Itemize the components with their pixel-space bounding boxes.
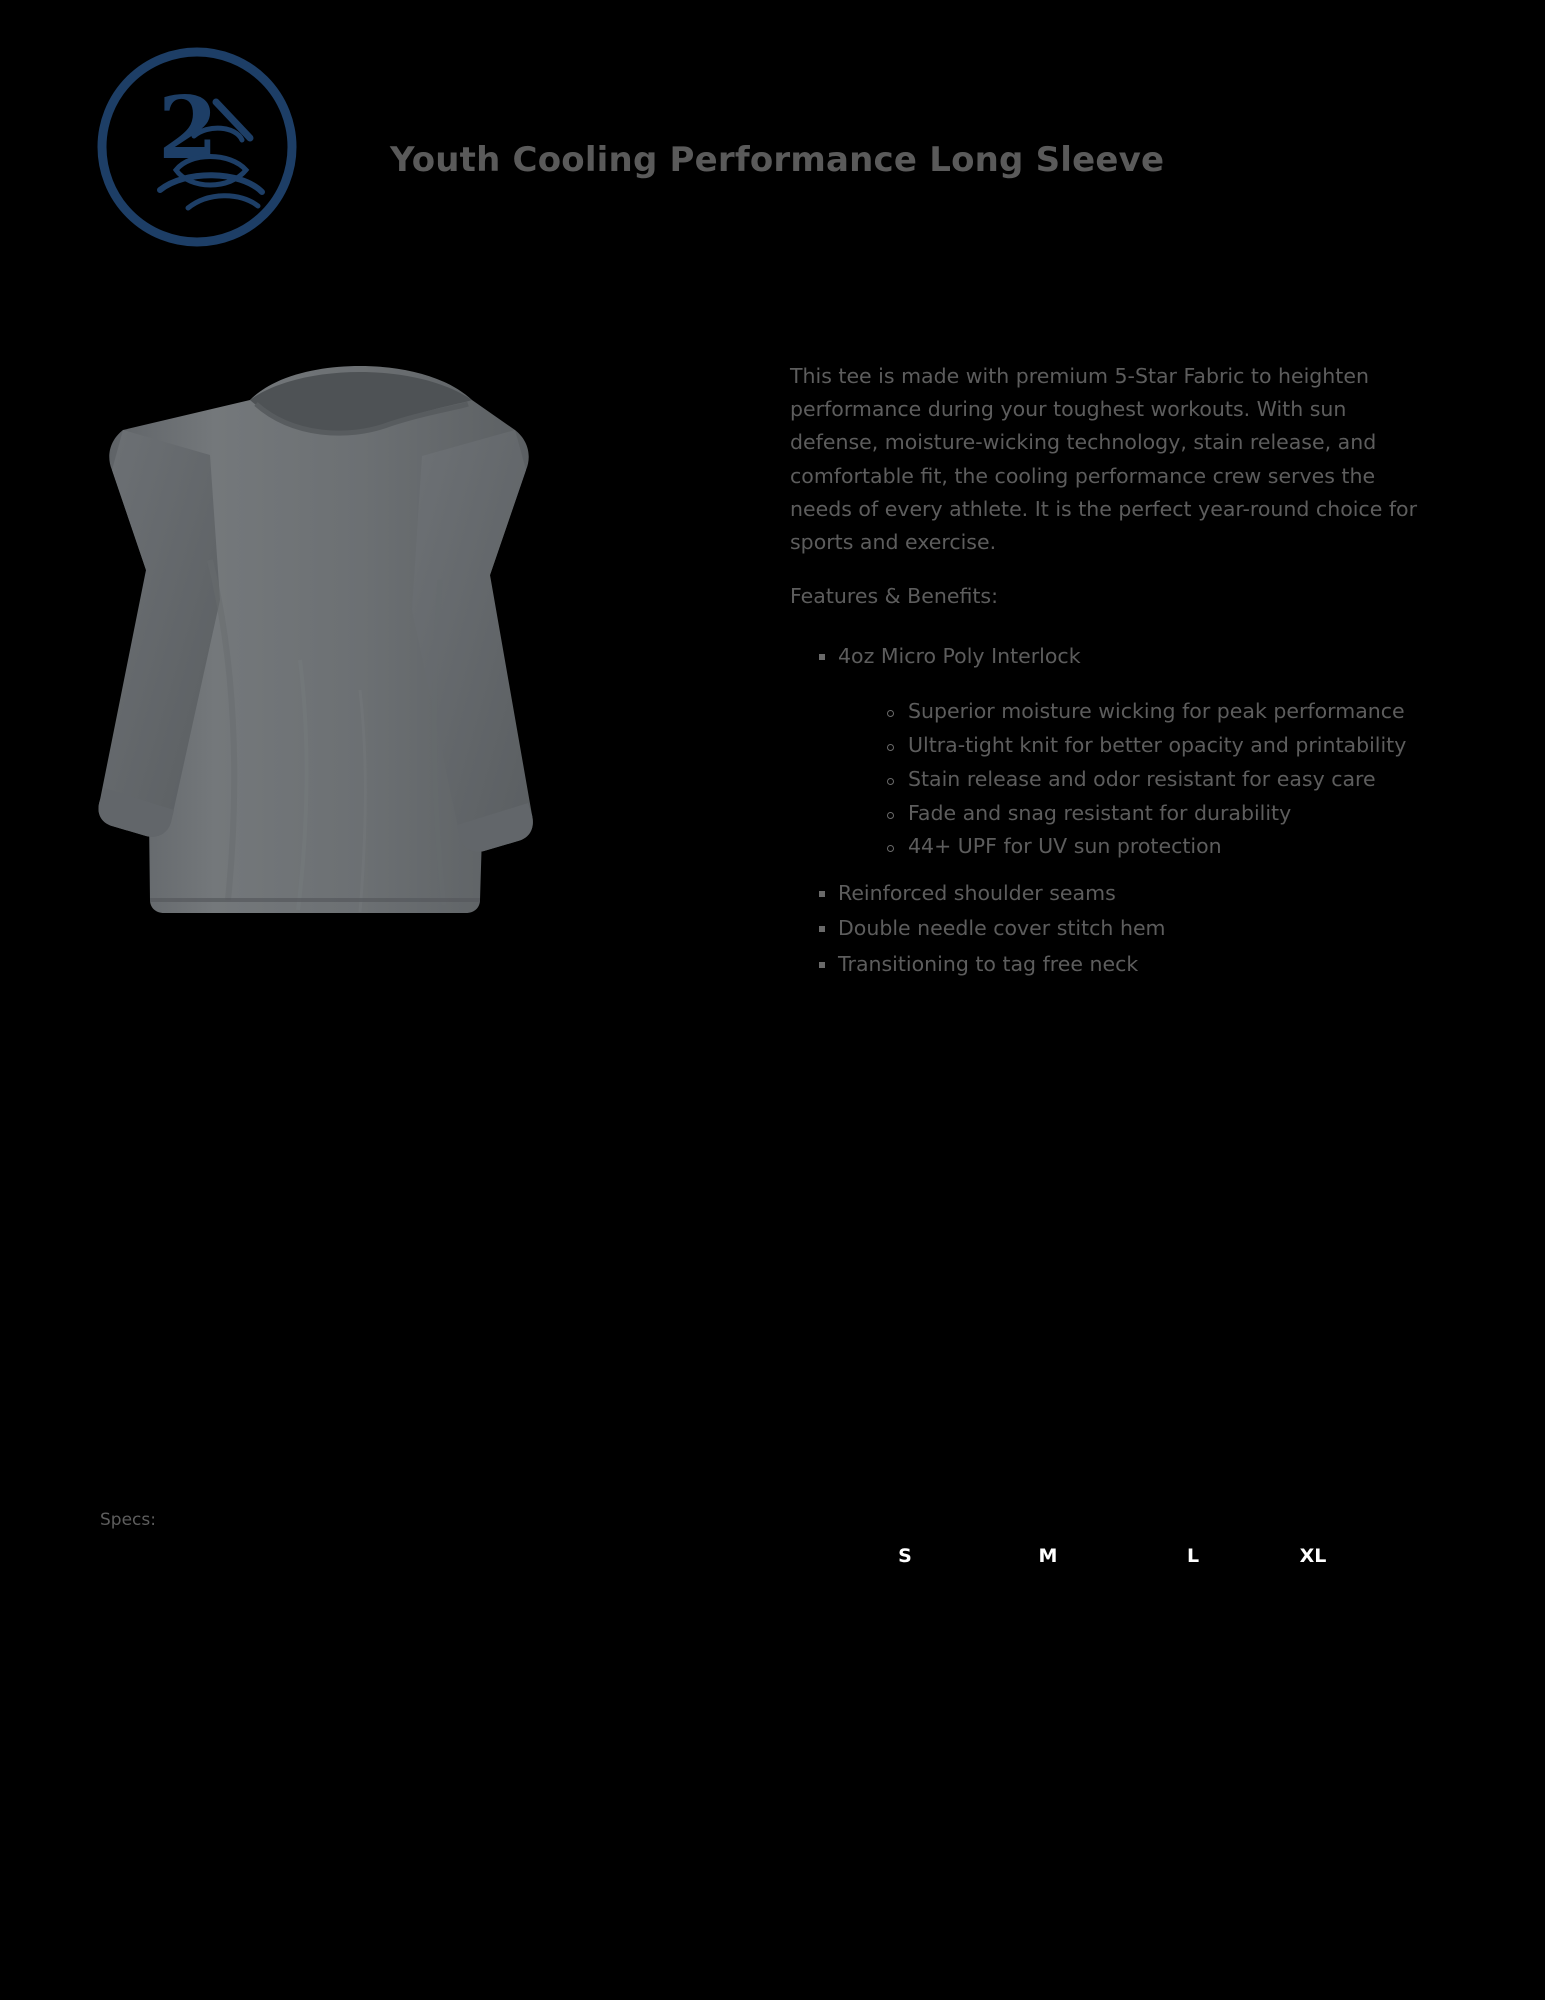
circle-bullet-icon: [887, 710, 894, 717]
size-column-s: S: [898, 1545, 912, 1567]
svg-text:2: 2: [158, 78, 218, 179]
size-column-m: M: [1038, 1545, 1058, 1567]
feature-text: Reinforced shoulder seams: [838, 881, 1116, 906]
page-title: Youth Cooling Performance Long Sleeve: [390, 140, 1165, 180]
page-header: [90, 30, 1470, 240]
list-item: [908, 763, 1440, 796]
size-column-xl: XL: [1299, 1545, 1327, 1567]
circle-bullet-icon: [887, 812, 894, 819]
sub-features-list: [838, 695, 1440, 863]
feature-text: Transitioning to tag free neck: [838, 951, 1139, 976]
specs-label: Specs:: [100, 1510, 156, 1530]
circle-bullet-icon: [887, 845, 894, 852]
list-item: [838, 640, 1440, 863]
features-label: Features & Benefits:: [790, 584, 998, 609]
sub-feature-text: Fade and snag resistant for durability: [908, 800, 1292, 825]
description-intro: This tee is made with premium 5-Star Fabric to heighten performance during your toughest workouts. With sun defense, moisture-wicking technology, stain release, and comfortable fit, the cooling performance crew serves the needs of every athlete. It is the perfect year-round choice for sports and exercise.: [790, 364, 1418, 555]
circle-bullet-icon: [887, 744, 894, 751]
product-image: [60, 360, 700, 1160]
sub-feature-text: Stain release and odor resistant for easy care: [908, 766, 1376, 791]
list-item: [908, 695, 1440, 728]
list-item: [908, 797, 1440, 830]
list-item: [908, 729, 1440, 762]
feature-text: 4oz Micro Poly Interlock: [838, 643, 1081, 668]
size-header-row: [860, 1545, 1400, 1585]
list-item: [908, 830, 1440, 863]
square-bullet-icon: [819, 654, 825, 660]
features-list: [790, 640, 1440, 981]
square-bullet-icon: [819, 891, 825, 897]
sub-feature-text: Ultra-tight knit for better opacity and printability: [908, 732, 1407, 757]
square-bullet-icon: [819, 926, 825, 932]
product-description: [790, 360, 1440, 983]
list-item: [838, 877, 1440, 910]
feature-text: Double needle cover stitch hem: [838, 916, 1166, 941]
list-item: [838, 948, 1440, 981]
list-item: [838, 912, 1440, 945]
circle-bullet-icon: [887, 778, 894, 785]
sub-feature-text: 44+ UPF for UV sun protection: [908, 834, 1222, 859]
oar-paddle-circle-logo-icon: [90, 40, 305, 255]
size-column-l: L: [1186, 1545, 1200, 1567]
square-bullet-icon: [819, 962, 825, 968]
sub-feature-text: Superior moisture wicking for peak performance: [908, 699, 1405, 724]
